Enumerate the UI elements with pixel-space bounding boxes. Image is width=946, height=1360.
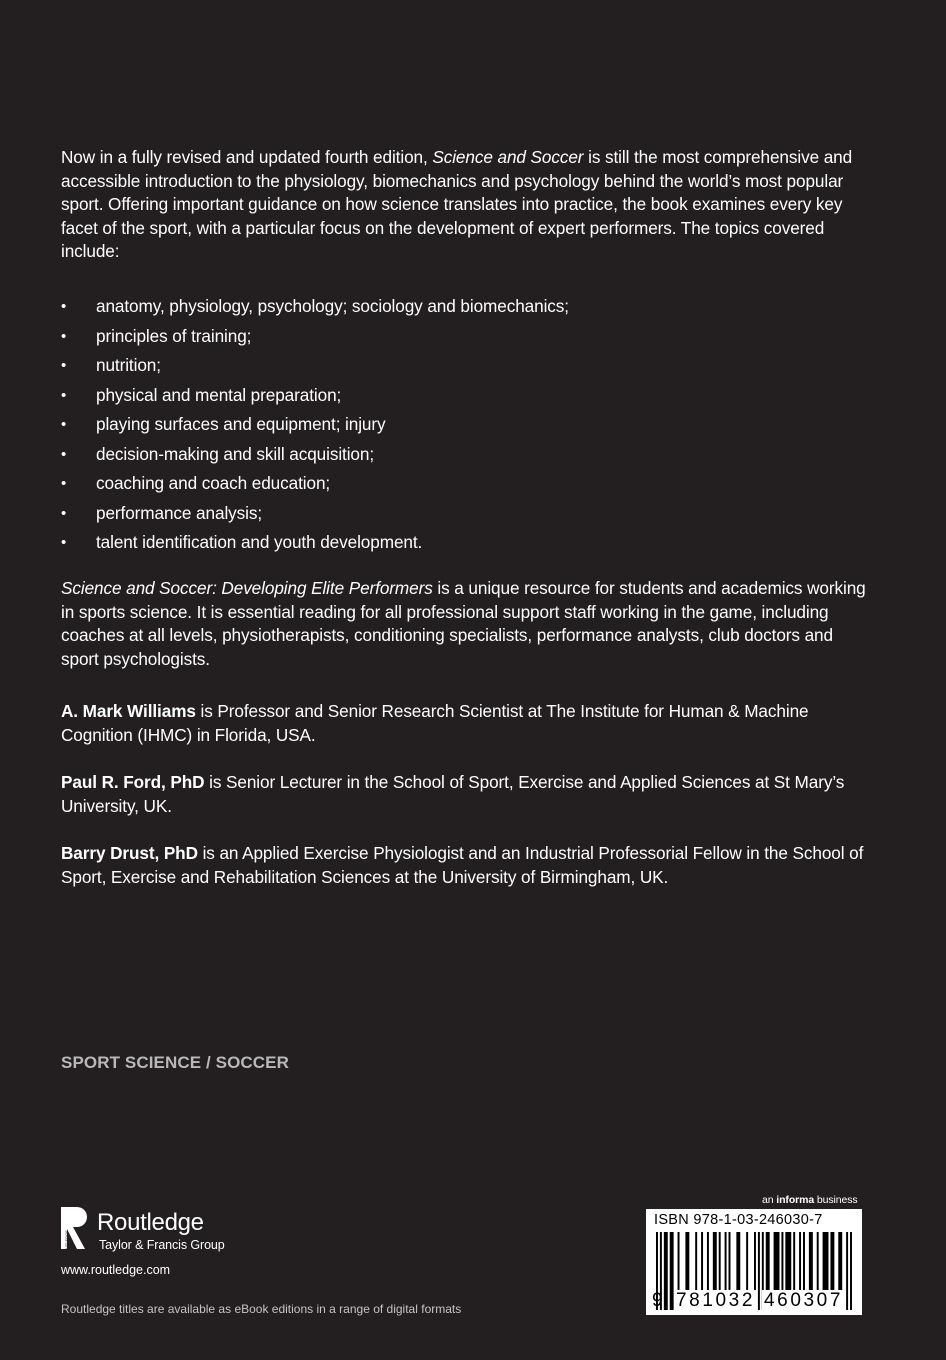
- topic-text: physical and mental preparation;: [96, 384, 342, 405]
- topic-text: principles of training;: [96, 325, 252, 346]
- bullet-icon: •: [61, 534, 67, 551]
- barcode-digits: [652, 1290, 858, 1314]
- author-bio-text: is an Applied Exercise Physiologist and an Industrial Professorial Fellow in the School of Sport, Exercise and Rehabilitation Sciences at the University of Birmingham, UK.: [61, 843, 864, 887]
- topic-text: coaching and coach education;: [96, 473, 331, 493]
- topic-text: nutrition;: [96, 355, 161, 375]
- list-item: [61, 410, 861, 440]
- list-item: [61, 528, 861, 558]
- description-paragraph: [61, 577, 871, 671]
- ebook-note: Routledge titles are available as eBook editions in a range of digital formats: [61, 1302, 462, 1316]
- routledge-logo-icon: [59, 1207, 89, 1257]
- list-item: [61, 499, 861, 529]
- topic-text: anatomy, physiology, psychology; sociology and biomechanics;: [96, 296, 569, 316]
- bullet-icon: •: [61, 445, 67, 463]
- topic-text: performance analysis;: [96, 502, 263, 523]
- author-name: Barry Drust, PhD: [61, 843, 198, 863]
- author-name: A. Mark Williams: [61, 701, 196, 721]
- isbn-label: ISBN 978-1-03-246030-7: [654, 1212, 823, 1228]
- author-name: Paul R. Ford, PhD: [61, 772, 205, 792]
- barcode-digit-group: 781032: [676, 1290, 756, 1311]
- topic-text: decision-making and skill acquisition;: [96, 443, 375, 464]
- routledge-logo: [59, 1207, 259, 1257]
- bullet-icon: •: [61, 298, 67, 315]
- informa-brand: informa: [776, 1194, 815, 1206]
- topic-text: playing surfaces and equipment; injury: [96, 414, 386, 434]
- list-item: [61, 292, 861, 322]
- bullet-icon: •: [61, 386, 67, 404]
- barcode-digit-first: 9: [652, 1290, 663, 1311]
- description-book-title: Science and Soccer: Developing Elite Performers: [61, 578, 433, 598]
- bullet-icon: •: [61, 504, 67, 522]
- publisher-group: Taylor & Francis Group: [99, 1238, 225, 1252]
- list-item: [61, 469, 861, 499]
- author-bio: [61, 700, 871, 747]
- informa-pre: an: [762, 1194, 777, 1206]
- subject-category: SPORT SCIENCE / SOCCER: [61, 1053, 289, 1072]
- publisher-name: Routledge: [97, 1209, 204, 1236]
- list-item: [61, 440, 861, 470]
- intro-text-pre: Now in a fully revised and updated fourth edition,: [61, 147, 433, 167]
- logo-mark-text: ROUTLEDGE: [64, 1230, 69, 1255]
- topic-text: talent identification and youth development.: [96, 532, 423, 552]
- informa-tagline: [762, 1194, 858, 1206]
- list-item: [61, 381, 861, 411]
- author-bio-text: is Professor and Senior Research Scientist at The Institute for Human & Machine Cognition (IHMC) in Florida, USA.: [61, 701, 809, 745]
- author-bio: [61, 771, 871, 818]
- intro-book-title: Science and Soccer: [432, 147, 584, 167]
- intro-paragraph: [61, 146, 871, 264]
- bullet-icon: •: [61, 416, 67, 433]
- informa-post: business: [814, 1194, 858, 1206]
- topics-list: [61, 292, 861, 558]
- bullet-icon: •: [61, 357, 67, 374]
- list-item: [61, 351, 861, 381]
- bullet-icon: •: [61, 475, 67, 492]
- bullet-icon: •: [61, 327, 67, 345]
- author-bio-text: is Senior Lecturer in the School of Sport, Exercise and Applied Sciences at St Mary’s University, UK.: [61, 772, 845, 816]
- barcode-digit-group: 460307: [764, 1290, 844, 1311]
- publisher-website: www.routledge.com: [61, 1263, 171, 1277]
- description-text: is a unique resource for students and academics working in sports science. It is essential reading for all professional support staff working in the game, including coaches at all levels, physiotherapists, conditioning specialists, performance analysts, club doctors and sport psychologists.: [61, 578, 866, 669]
- list-item: [61, 322, 861, 352]
- intro-text-post: is still the most comprehensive and accessible introduction to the physiology, biomechanics and psychology behind the world’s most popular sport. Offering important guidance on how science translates into practice, the book examines every key facet of the sport, with a particular focus on the development of expert performers. The topics covered include:: [61, 147, 853, 262]
- author-bio: [61, 842, 871, 889]
